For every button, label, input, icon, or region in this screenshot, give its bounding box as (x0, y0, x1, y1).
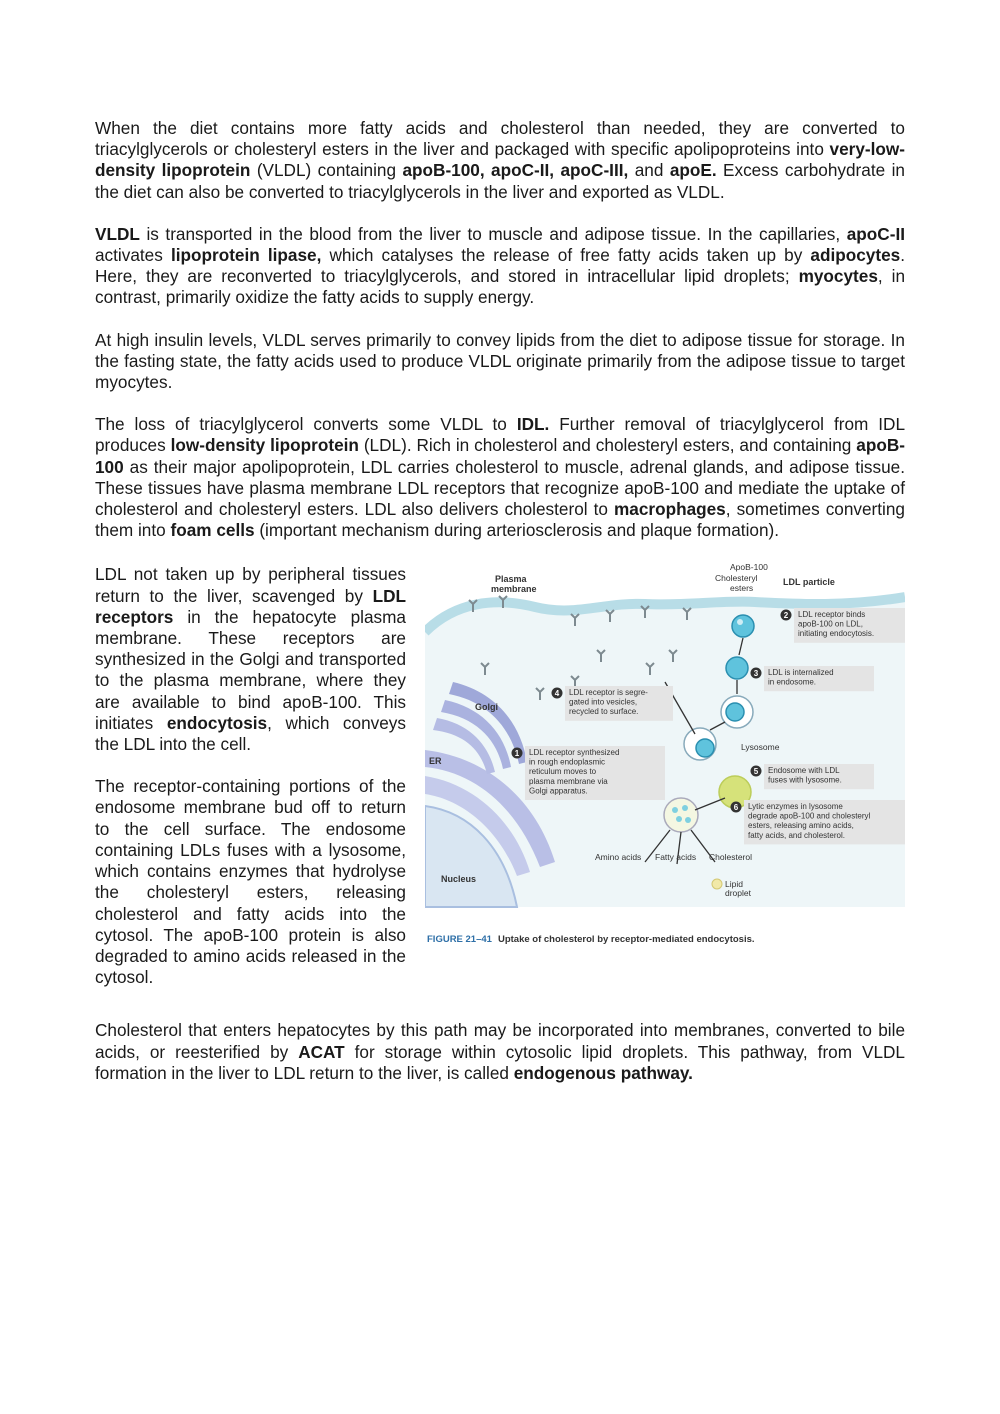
step-1 (512, 746, 666, 800)
left-column (95, 564, 406, 988)
paragraph-idl-ldl: The loss of triacylglycerol converts some VLDL to IDL. Further removal of triacylglycerol from IDL produces low-density lipoprotein (LDL). Rich in cholesterol and cholesteryl esters, and containing apoB-100 as their major apolipoprotein, LDL carries cholesterol to muscle, adrenal glands, and adipose tissue. These tissues have plasma membrane LDL receptors that recognize apoB-100 and mediate the uptake of cholesterol and cholesteryl esters. LDL also delivers cholesterol to macrophages, sometimes converting them into foam cells (important mechanism during arteriosclerosis and plaque formation). (95, 414, 906, 541)
step-text-line: plasma membrane via (529, 777, 608, 787)
step-number: 3 (753, 669, 759, 679)
label-amino-acids: Amino acids (595, 852, 642, 863)
step-text-line: LDL receptor binds (798, 610, 866, 620)
lipid-droplet-shape (712, 879, 722, 889)
label-nucleus: Nucleus (441, 874, 477, 885)
label-cholesteryl: Cholesteryl (715, 573, 758, 584)
step-4 (552, 686, 674, 721)
label-apob100: ApoB-100 (730, 562, 768, 573)
step-text-line: LDL is internalized (768, 668, 834, 678)
step-text-line: fuses with lysosome. (768, 776, 842, 786)
step-text-line: in endosome. (768, 678, 817, 688)
fused-endolysosome (664, 798, 698, 832)
label-plasma-membrane-2: membrane (491, 584, 537, 595)
paragraph-ldl-receptors: LDL not taken up by peripheral tissues return to the liver, scavenged by LDL receptors in the hepatocyte plasma membrane. These receptors are synthesized in the Golgi and transported to the plasma membrane, where they are available to bind apoB-100. This initiates endocytosis, which conveys the LDL into the cell. (95, 564, 406, 755)
step-3 (751, 666, 875, 691)
step-text-line: degrade apoB-100 and cholesteryl (748, 812, 871, 822)
step-number: 6 (733, 803, 739, 813)
step-text-line: gated into vesicles, (569, 698, 638, 708)
step-text-line: in rough endoplasmic (529, 758, 606, 768)
paragraph-endosome: The receptor-containing portions of the endosome membrane bud off to return to the cell surface. The endosome containing LDLs fuses with a lysosome, which contains enzymes that hydrolyse the cholesteryl esters, releasing cholesterol and fatty acids into the cytosol. The apoB-100 protein is also degraded to amino acids released in the cytosol. (95, 776, 406, 988)
step-6 (731, 800, 906, 844)
step-text-line: apoB-100 on LDL, (798, 620, 863, 630)
step-text-line: Endosome with LDL (768, 766, 840, 776)
step-text-line: Golgi apparatus. (529, 786, 588, 796)
ldl-particle-bound (726, 657, 748, 679)
label-lipid: Lipid (725, 879, 743, 890)
label-ldl-particle: LDL particle (783, 577, 835, 588)
paragraph-vldl-transport: VLDL is transported in the blood from the liver to muscle and adipose tissue. In the capillaries, apoC-II activates lipoprotein lipase, which catalyses the release of free fatty acids taken up by adipocytes. Here, they are reconverted to triacylglycerols, and stored in intracellular lipid droplets; myocytes, in contrast, primarily oxidize the fatty acids to supply energy. (95, 223, 905, 308)
paragraph-vldl-formation: When the diet contains more fatty acids and cholesterol than needed, they are converted to triacylglycerols or cholesteryl esters in the liver and packaged with specific apolipoproteins into very-low-density lipoprotein (VLDL) containing apoB-100, apoC-II, apoC-III, and apoE. Excess carbohydrate in the diet can also be converted to triacylglycerols in the liver and exported as VLDL. (95, 118, 905, 202)
label-er: ER (429, 756, 442, 767)
step-number: 5 (753, 767, 759, 777)
step-text-line: recycled to surface. (569, 707, 639, 717)
step-text-line: LDL receptor synthesized (529, 748, 620, 758)
label-golgi: Golgi (475, 702, 498, 713)
label-cholesterol: Cholesterol (709, 852, 752, 863)
label-esters: esters (730, 583, 754, 594)
ldl-particle-surface (732, 615, 754, 637)
step-number: 4 (554, 689, 560, 699)
endosome-2 (684, 728, 716, 760)
label-fatty-acids: Fatty acids (655, 852, 697, 863)
step-text-line: reticulum moves to (529, 767, 597, 777)
step-text-line: esters, releasing amino acids, (748, 821, 854, 831)
paragraph-endogenous-pathway: Cholesterol that enters hepatocytes by this path may be incorporated into membranes, converted to bile acids, or reesterified by ACAT for storage within cytosolic lipid droplets. This pathway, from VLDL formation in the liver to LDL return to the liver, is called endogenous pathway. (95, 1020, 905, 1083)
step-number: 2 (783, 611, 789, 621)
caption-number: FIGURE 21–41 (427, 934, 492, 946)
paragraph-insulin: At high insulin levels, VLDL serves primarily to convey lipids from the diet to adipose tissue for storage. In the fasting state, the fatty acids used to produce VLDL originate primarily from the adipose tissue to target myocytes. (95, 329, 905, 393)
endocytosis-figure (425, 562, 905, 942)
label-droplet: droplet (725, 888, 751, 899)
label-plasma-membrane: Plasma (495, 574, 527, 585)
document-page (95, 118, 905, 1084)
label-lysosome: Lysosome (741, 742, 780, 753)
text-figure-section (95, 564, 905, 1000)
endosome-1 (721, 696, 753, 728)
step-text-line: fatty acids, and cholesterol. (748, 831, 845, 841)
step-2 (781, 608, 906, 643)
figure-caption (427, 934, 755, 945)
step-text-line: initiating endocytosis. (798, 629, 875, 639)
step-text-line: LDL receptor is segre- (569, 688, 648, 698)
caption-text: Uptake of cholesterol by receptor-mediated endocytosis. (497, 934, 755, 946)
step-number: 1 (514, 749, 520, 759)
step-5 (751, 764, 875, 789)
step-text-line: Lytic enzymes in lysosome (748, 802, 843, 812)
